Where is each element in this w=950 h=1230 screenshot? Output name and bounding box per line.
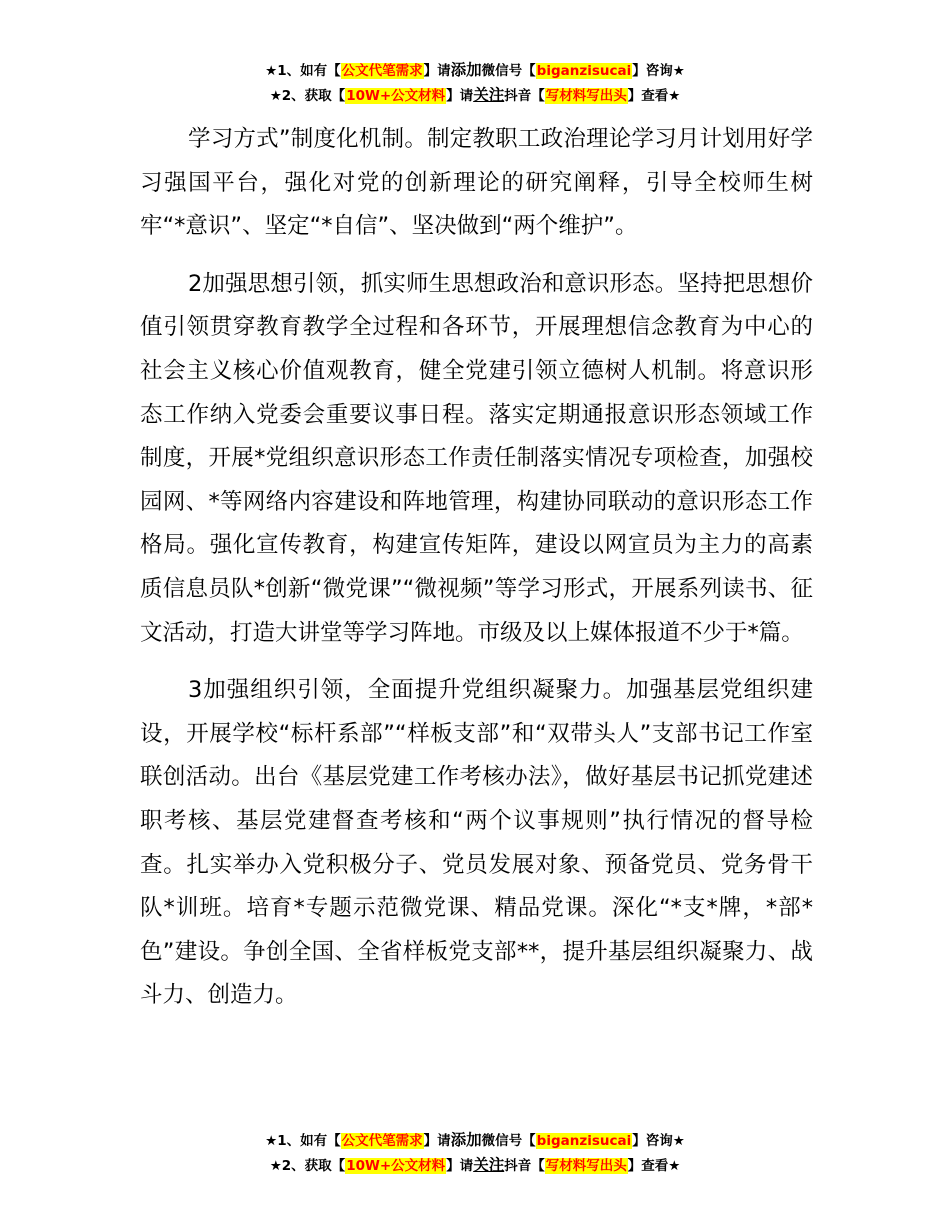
header-banner [0,58,950,108]
banner-text: ★1、如有【 [265,1133,341,1149]
banner-line-2 [0,83,950,108]
banner-text: 抖音【 [504,88,545,104]
banner-emphasis: 关注 [473,1156,505,1174]
banner-text: ★1、如有【 [265,63,341,79]
highlight-materials: 10W+公文材料 [346,88,446,104]
highlight-douyin-id: 写材料写出头 [545,88,627,104]
document-body [140,118,813,1032]
highlight-douyin-id: 写材料写出头 [545,1158,627,1174]
highlight-materials: 10W+公文材料 [346,1158,446,1174]
highlight-wechat-id: biganzisucai [536,1133,632,1149]
banner-text: 】咨询★ [632,1133,685,1149]
banner-line-1 [0,58,950,83]
banner-emphasis: 关注 [473,86,505,104]
highlight-service: 公文代笔需求 [341,1133,423,1149]
highlight-wechat-id: biganzisucai [536,63,632,79]
paragraph-study-mechanism: 学习方式”制度化机制。制定教职工政治理论学习月计划用好学习强国平台，强化对党的创新理论的研究阐释，引导全校师生树牢“*意识”、坚定“*自信”、坚决做到“两个维护”。 [140,126,813,240]
banner-line-1 [0,1128,950,1153]
banner-text: ★2、获取【 [269,88,346,104]
paragraph-organizational-guidance: 3加强组织引领，全面提升党组织凝聚力。加强基层党组织建设，开展学校“标杆系部”“样板支部”和“双带头人”支部书记工作室联创活动。出台《基层党建工作考核办法》，做好基层书记抓党建述职考核、基层党建督查考核和“两个议事规则”执行情况的督导检查。扎实举办入党积极分子、党员发展对象、预备党员、党务骨干队*训班。培育*专题示范微党课、精品党课。深化“*支*牌，*部*色”建设。争创全国、全省样板党支部**，提升基层组织凝聚力、战斗力、创造力。 [140,677,813,1009]
banner-text: 】请 [446,1158,474,1174]
banner-line-2 [0,1153,950,1178]
banner-text: 微信号【 [481,63,536,79]
paragraph-ideological-guidance: 2加强思想引领，抓实师生思想政治和意识形态。坚持把思想价值引领贯穿教育教学全过程和各环节，开展理想信念教育为中心的社会主义核心价值观教育，健全党建引领立德树人机制。将意识形态工作纳入党委会重要议事日程。落实定期通报意识形态领域工作制度，开展*党组织意识形态工作责任制落实情况专项检查，加强校园网、*等网络内容建设和阵地管理，构建协同联动的意识形态工作格局。强化宣传教育，构建宣传矩阵，建设以网宣员为主力的高素质信息员队*创新“微党课”“微视频”等学习形式，开展系列读书、征文活动，打造大讲堂等学习阵地。市级及以上媒体报道不少于*篇。 [140,270,813,646]
banner-text: 】请 [423,63,451,79]
banner-text: 】咨询★ [632,63,685,79]
banner-text: 抖音【 [504,1158,545,1174]
banner-emphasis: 添加 [450,61,482,79]
banner-text: 】请 [446,88,474,104]
banner-text: ★2、获取【 [269,1158,346,1174]
banner-text: 微信号【 [481,1133,536,1149]
footer-banner [0,1128,950,1178]
banner-emphasis: 添加 [450,1131,482,1149]
highlight-service: 公文代笔需求 [341,63,423,79]
banner-text: 】查看★ [627,88,681,104]
banner-text: 】请 [423,1133,451,1149]
banner-text: 】查看★ [627,1158,681,1174]
